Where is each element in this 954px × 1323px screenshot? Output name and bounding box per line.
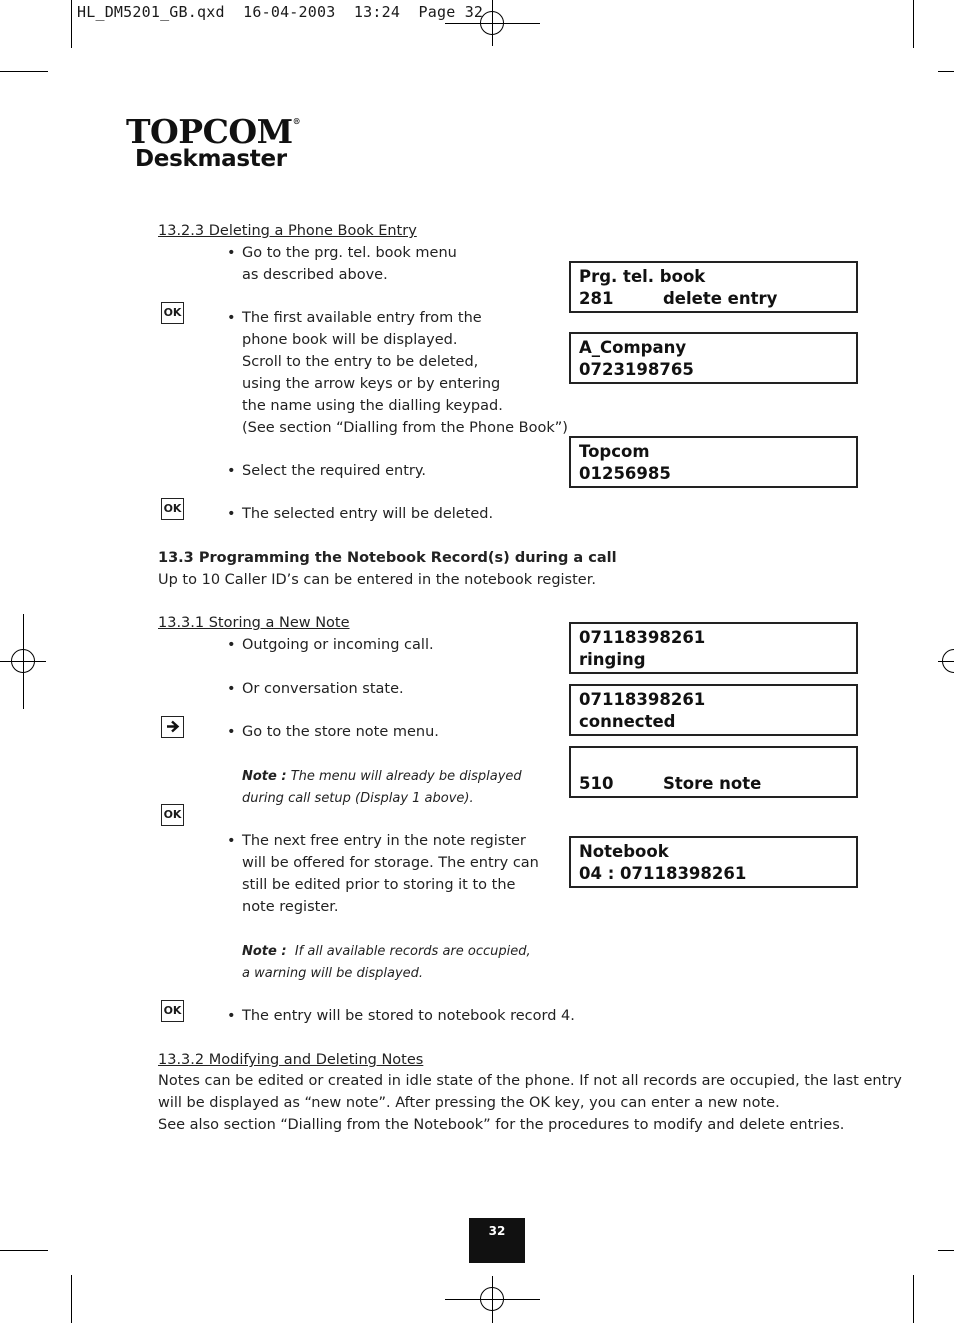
bullet-conversation: • Or conversation state. xyxy=(242,678,404,700)
section-heading-store-note: 13.3.1 Storing a New Note xyxy=(158,615,350,631)
bullet-entry-stored: • The entry will be stored to notebook record 4. xyxy=(242,1005,575,1027)
note-records-occupied: Note : If all available records are occupied, a warning will be displayed. xyxy=(242,944,531,981)
crop-mark xyxy=(71,0,72,48)
lcd-display-ringing xyxy=(569,622,858,674)
bullet-select-entry: • Select the required entry. xyxy=(242,460,426,482)
registration-circle xyxy=(11,649,35,673)
display-line: Prg. tel. book xyxy=(579,267,706,286)
printer-slug: HL_DM5201_GB.qxd 16-04-2003 13:24 Page 32 xyxy=(77,3,484,21)
crop-mark xyxy=(0,1250,48,1251)
display-line: 07118398261 xyxy=(579,690,706,709)
crop-mark xyxy=(913,0,914,48)
product-name: Deskmaster xyxy=(135,146,287,172)
brand-logo: TOPCOM® xyxy=(126,112,301,151)
ok-key-icon: OK xyxy=(161,804,184,826)
lcd-display-notebook xyxy=(569,836,858,888)
bullet-store-note-menu: • Go to the store note menu. xyxy=(242,721,439,743)
crop-mark xyxy=(938,1250,954,1251)
section-heading-delete-entry: 13.2.3 Deleting a Phone Book Entry xyxy=(158,223,417,239)
page-number: 32 xyxy=(469,1218,525,1263)
display-line: Topcom xyxy=(579,442,650,461)
section-intro: Up to 10 Caller ID’s can be entered in the notebook register. xyxy=(158,572,596,588)
lcd-display-store-note xyxy=(569,746,858,798)
bullet-first-entry: • The first available entry from the phone book will be displayed. Scroll to the entry to be deleted, using the arrow keys or by entering the name using the dialling keypad. (See section “Dialling from the Phone Book”) xyxy=(242,307,568,439)
display-line: 04 : 07118398261 xyxy=(579,864,747,883)
note-menu-displayed: Note : The menu will already be displayed during call setup (Display 1 above). xyxy=(242,769,522,806)
registration-circle xyxy=(480,1287,504,1311)
display-line: A_Company xyxy=(579,338,687,357)
registration-circle xyxy=(942,649,954,673)
section-heading-modify-notes: 13.3.2 Modifying and Deleting Notes xyxy=(158,1052,424,1068)
bullet-call: • Outgoing or incoming call. xyxy=(242,634,434,656)
arrow-right-icon xyxy=(161,716,184,738)
bullet-entry-deleted: • The selected entry will be deleted. xyxy=(242,503,493,525)
crop-mark xyxy=(913,1275,914,1323)
lcd-display-connected xyxy=(569,684,858,736)
display-line: ringing xyxy=(579,650,646,669)
crop-mark xyxy=(938,71,954,72)
display-line: 01256985 xyxy=(579,464,671,483)
display-line: 0723198765 xyxy=(579,360,694,379)
crop-mark xyxy=(71,1275,72,1323)
crop-mark xyxy=(0,71,48,72)
display-line: connected xyxy=(579,712,676,731)
section-heading-notebook: 13.3 Programming the Notebook Record(s) during a call xyxy=(158,550,617,566)
bullet-go-to-menu: • Go to the prg. tel. book menu as described above. xyxy=(242,242,457,286)
bullet-next-free-entry: • The next free entry in the note register will be offered for storage. The entry can still be edited prior to storing it to the note register. xyxy=(242,830,539,918)
ok-key-icon: OK xyxy=(161,1000,184,1022)
lcd-display-company xyxy=(569,332,858,384)
display-line: Notebook xyxy=(579,842,669,861)
display-menu-code: 281 xyxy=(579,289,614,308)
display-menu-code: 510 xyxy=(579,774,614,793)
ok-key-icon: OK xyxy=(161,302,184,324)
lcd-display-topcom xyxy=(569,436,858,488)
section-body-modify-notes: Notes can be edited or created in idle state of the phone. If not all records are occupied, the last entry will be displayed as “new note”. After pressing the OK key, you can enter a new note. See also section “Dialling from the Notebook” for the procedures to modify and delete entries. xyxy=(158,1073,902,1133)
ok-key-icon: OK xyxy=(161,498,184,520)
display-menu-label: Store note xyxy=(663,774,762,793)
registration-circle xyxy=(480,11,504,35)
display-menu-label: delete entry xyxy=(663,289,778,308)
lcd-display-delete-entry xyxy=(569,261,858,313)
display-line: 07118398261 xyxy=(579,628,706,647)
